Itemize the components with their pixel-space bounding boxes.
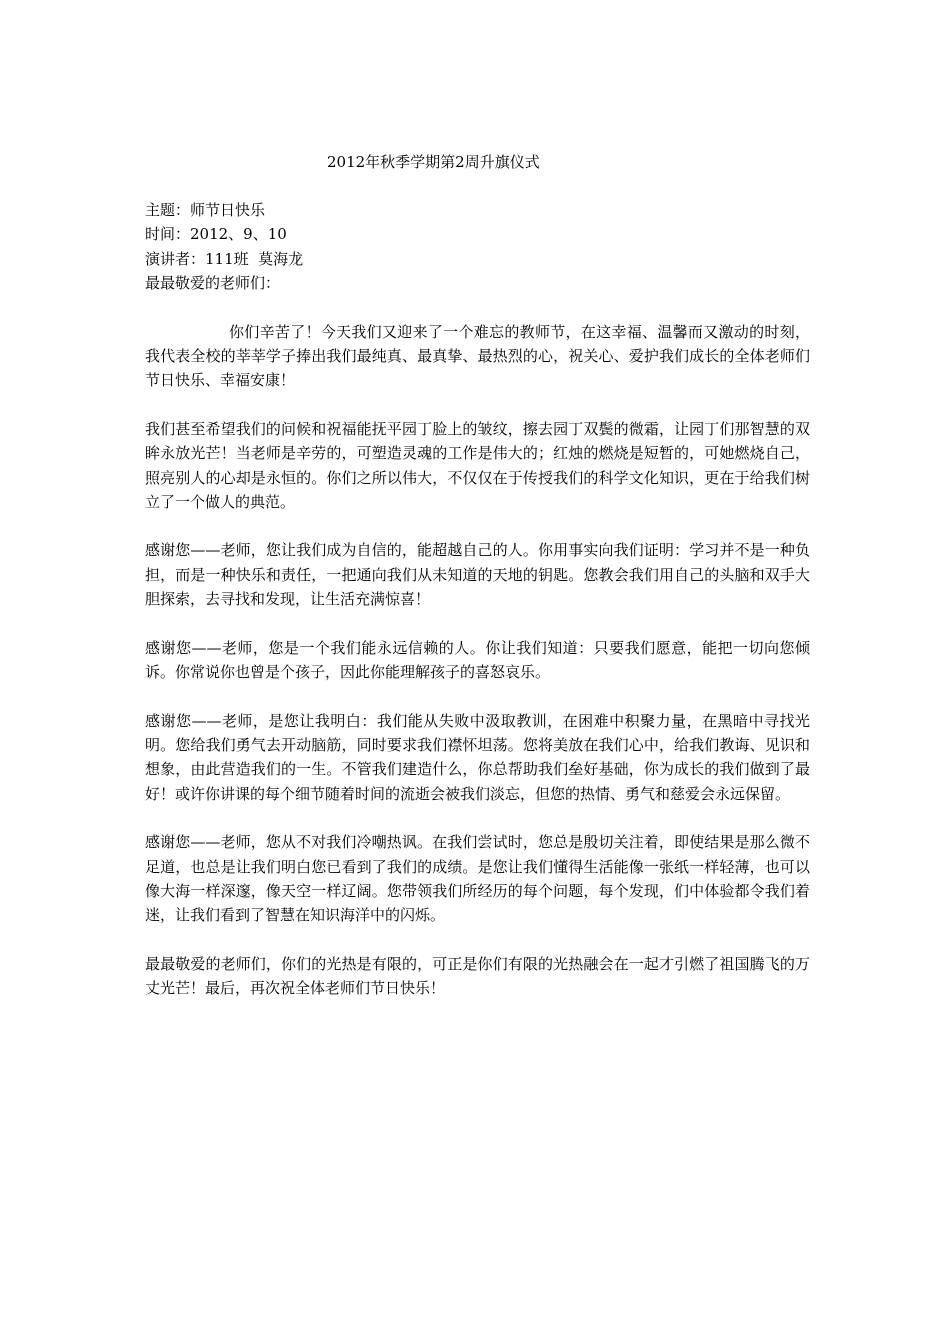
spacer [145, 612, 810, 636]
spacer [145, 296, 810, 320]
spacer [145, 685, 810, 709]
spacer [145, 928, 810, 952]
spacer [145, 806, 810, 830]
speaker-line: 演讲者：111班 莫海龙 [145, 249, 304, 268]
time-line: 时间：2012、9、10 [145, 225, 287, 244]
document-title: 2012年秋季学期第2周升旗仪式 [327, 153, 540, 171]
spacer [145, 514, 810, 538]
paragraph-2: 我们甚至希望我们的问候和祝福能抚平园丁脸上的皱纹，擦去园丁双鬓的微霜，让园丁们那智慧的双眸永放光芒！当老师是辛劳的，可塑造灵魂的工作是伟大的；红烛的燃烧是短暂的，可她燃烧自己，照亮别人的心却是永恒的。你们之所以伟大，不仅仅在于传授我们的科学文化知识，更在于给我们树立了一个做人的典范。 [145, 419, 810, 512]
paragraph-4: 感谢您——老师，您是一个我们能永远信赖的人。你让我们知道：只要我们愿意，能把一切向您倾诉。你常说你也曾是个孩子，因此你能理解孩子的喜怒哀乐。 [145, 638, 810, 682]
paragraph-5: 感谢您——老师，是您让我明白：我们能从失败中汲取教训，在困难中积聚力量，在黑暗中寻找光明。您给我们勇气去开动脑筋，同时要求我们襟怀坦荡。您将美放在我们心中，给我们教诲、见识和想象，由此营造我们的一生。不管我们建造什么，你总帮助我们垒好基础，你为成长的我们做到了最好！或许你讲课的每个细节随着时间的流逝会被我们淡忘，但您的热情、勇气和慈爱会永远保留。 [145, 711, 810, 803]
paragraph-7: 最最敬爱的老师们，你们的光热是有限的，可正是你们有限的光热融会在一起才引燃了祖国腾飞的万丈光芒！最后，再次祝全体老师们节日快乐！ [145, 954, 810, 998]
document-page [145, 150, 810, 1001]
paragraph-1: 你们辛苦了！今天我们又迎来了一个难忘的教师节，在这幸福、温馨而又激动的时刻，我代表全校的莘莘学子捧出我们最纯真、最真挚、最热烈的心，祝关心、爱护我们成长的全体老师们节日快乐、幸福安康！ [145, 322, 810, 390]
theme-line: 主题：师节日快乐 [145, 201, 266, 219]
paragraph-6: 感谢您——老师，您从不对我们冷嘲热讽。在我们尝试时，您总是殷切关注着，即使结果是那么微不足道，也总是让我们明白您已看到了我们的成绩。是您让我们懂得生活能像一张纸一样轻薄，也可以像大海一样深邃，像天空一样辽阔。您带领我们所经历的每个问题，每个发现，们中体验都令我们着迷，让我们看到了智慧在知识海洋中的闪烁。 [145, 833, 810, 925]
salutation-line: 最最敬爱的老师们： [145, 274, 281, 293]
spacer [145, 393, 810, 417]
paragraph-3: 感谢您——老师，您让我们成为自信的，能超越自己的人。你用事实向我们证明：学习并不是一种负担，而是一种快乐和责任，一把通向我们从未知道的天地的钥匙。您教会我们用自己的头脑和双手大胆探索，去寻找和发现，让生活充满惊喜！ [145, 541, 810, 609]
